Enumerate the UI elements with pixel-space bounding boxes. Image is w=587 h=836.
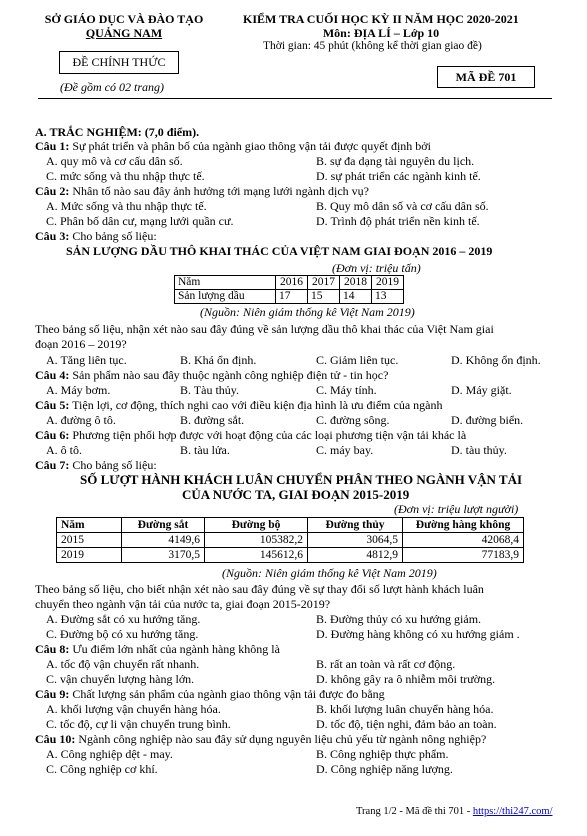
q6-option-a[interactable]: A. ô tô. (46, 443, 82, 457)
q8-option-b[interactable]: B. rất an toàn và rất cơ động. (316, 657, 456, 671)
table-cell: 4812,9 (308, 548, 403, 563)
q3-year: 2016 (276, 276, 308, 290)
q10-option-b[interactable]: B. Công nghiệp thực phẩm. (316, 747, 449, 761)
exam-code: MÃ ĐỀ 701 (455, 70, 517, 84)
q3-question-line1: Theo bảng số liệu, nhận xét nào sau đây đúng về sản lượng dầu thô khai thác của Việt Nam giai (35, 322, 494, 336)
table-row (57, 518, 524, 533)
q7-option-c[interactable]: C. Đường bộ có xu hướng tăng. (46, 627, 199, 641)
q5-option-c[interactable]: C. đường sông. (316, 413, 390, 427)
official-label: ĐỀ CHÍNH THỨC (72, 55, 166, 69)
question-4: Câu 4: Sản phẩm nào sau đây thuộc ngành công nghiệp điện tử - tin học? (35, 368, 389, 382)
q7-option-d[interactable]: D. Đường hàng không có xu hướng giảm . (316, 627, 520, 641)
q3-option-c[interactable]: C. Giảm liên tục. (316, 353, 399, 367)
q7-question-line1: Theo bảng số liệu, cho biết nhận xét nào sau đây đúng về sự thay đổi số lượt hành khách luân (35, 582, 484, 596)
q9-option-d[interactable]: D. tốc độ, tiện nghi, đảm bảo an toàn. (316, 717, 497, 731)
footer-link[interactable]: https://thi247.com/ (472, 806, 553, 817)
table-row (57, 533, 524, 548)
q4-option-d[interactable]: D. Máy giặt. (451, 383, 512, 397)
q5-option-a[interactable]: A. đường ô tô. (46, 413, 116, 427)
q3-value: 17 (276, 290, 308, 304)
q6-option-b[interactable]: B. tàu lửa. (180, 443, 230, 457)
q3-year: 2017 (308, 276, 340, 290)
question-9: Câu 9: Chất lượng sản phẩm của ngành giao thông vận tải được đo bằng (35, 687, 385, 701)
q1-option-d[interactable]: D. sự phát triển các ngành kinh tế. (316, 169, 481, 183)
q3-table (174, 275, 404, 304)
q1-option-c[interactable]: C. mức sống và thu nhập thực tế. (46, 169, 205, 183)
table-cell: 145612,6 (205, 548, 308, 563)
q9-option-c[interactable]: C. tốc độ, cự li vận chuyển trung bình. (46, 717, 231, 731)
section-a-title: A. TRẮC NGHIỆM: (7,0 điểm). (35, 125, 200, 139)
q3-option-b[interactable]: B. Khá ổn định. (180, 353, 257, 367)
q7-header: Đường bộ (205, 518, 308, 533)
q3-unit: (Đơn vị: triệu tấn) (332, 261, 421, 275)
q3-row1-label: Năm (175, 276, 276, 290)
question-3: Câu 3: Cho bảng số liệu: (35, 229, 157, 243)
org-line2: QUẢNG NAM (85, 26, 163, 40)
question-6: Câu 6: Phương tiện phối hợp được với hoạt động của các loại phương tiện vận tải khác là (35, 428, 467, 442)
q3-value: 15 (308, 290, 340, 304)
q8-option-a[interactable]: A. tốc độ vận chuyển rất nhanh. (46, 657, 200, 671)
q3-question-line2: đoạn 2016 – 2019? (35, 337, 127, 351)
question-2: Câu 2: Nhân tố nào sau đây ảnh hưởng tới mạng lưới ngành dịch vụ? (35, 184, 369, 198)
table-cell: 2019 (57, 548, 122, 563)
q1-option-a[interactable]: A. quy mô và cơ cấu dân số. (46, 154, 183, 168)
question-7: Câu 7: Cho bảng số liệu: (35, 458, 157, 472)
q3-year: 2018 (340, 276, 372, 290)
table-cell: 77183,9 (403, 548, 524, 563)
page-footer (356, 806, 553, 817)
q7-header: Năm (57, 518, 122, 533)
q5-option-b[interactable]: B. đường sắt. (180, 413, 245, 427)
q2-option-d[interactable]: D. Trình độ phát triển nền kinh tế. (316, 214, 480, 228)
q7-table (56, 517, 524, 563)
q4-option-a[interactable]: A. Máy bơm. (46, 383, 111, 397)
q9-option-b[interactable]: B. khối lượng luân chuyển hàng hóa. (316, 702, 494, 716)
table-cell: 4149,6 (122, 533, 205, 548)
question-1: Câu 1: Sự phát triển và phân bố của ngành giao thông vận tải được quyết định bởi (35, 139, 431, 153)
exam-title: KIỂM TRA CUỐI HỌC KỲ II NĂM HỌC 2020-2021 (243, 12, 519, 26)
table-cell: 42068,4 (403, 533, 524, 548)
question-8: Câu 8: Ưu điểm lớn nhất của ngành hàng không là (35, 642, 280, 656)
q8-option-d[interactable]: D. không gây ra ô nhiễm môi trường. (316, 672, 496, 686)
q3-value: 13 (372, 290, 404, 304)
question-10: Câu 10: Ngành công nghiệp nào sau đây sử dụng nguyên liệu chủ yếu từ ngành nông nghiệp? (35, 732, 487, 746)
table-row (57, 548, 524, 563)
q2-option-c[interactable]: C. Phân bố dân cư, mạng lưới quần cư. (46, 214, 234, 228)
q4-option-c[interactable]: C. Máy tính. (316, 383, 377, 397)
q7-header: Đường sắt (122, 518, 205, 533)
table-cell: 3170,5 (122, 548, 205, 563)
q4-option-b[interactable]: B. Tàu thủy. (180, 383, 239, 397)
q3-source: (Nguồn: Niên giám thống kê Việt Nam 2019) (200, 305, 415, 319)
q3-row2-label: Sản lượng dầu (175, 290, 276, 304)
q10-option-c[interactable]: C. Công nghiệp cơ khí. (46, 762, 158, 776)
q3-option-a[interactable]: A. Tăng liên tục. (46, 353, 127, 367)
q7-option-b[interactable]: B. Đường thủy có xu hướng giảm. (316, 612, 482, 626)
pages-note: (Đề gồm có 02 trang) (60, 80, 164, 94)
table-cell: 105382,2 (205, 533, 308, 548)
q3-value: 14 (340, 290, 372, 304)
table-cell: 2015 (57, 533, 122, 548)
q10-option-d[interactable]: D. Công nghiệp năng lượng. (316, 762, 453, 776)
header-rule (38, 98, 552, 99)
q7-header: Đường hàng không (403, 518, 524, 533)
q5-option-d[interactable]: D. đường biển. (451, 413, 524, 427)
question-5: Câu 5: Tiện lợi, cơ động, thích nghi cao với điều kiện địa hình là ưu điểm của ngành (35, 398, 443, 412)
q8-option-c[interactable]: C. vận chuyển lượng hàng lớn. (46, 672, 195, 686)
q7-header: Đường thủy (308, 518, 403, 533)
q7-title-line2: CỦA NƯỚC TA, GIAI ĐOẠN 2015-2019 (182, 487, 410, 502)
q3-table-title: SẢN LƯỢNG DẦU THÔ KHAI THÁC CỦA VIỆT NAM GIAI ĐOẠN 2016 – 2019 (66, 244, 493, 258)
q7-option-a[interactable]: A. Đường sắt có xu hướng tăng. (46, 612, 201, 626)
table-row (175, 290, 404, 304)
q3-year: 2019 (372, 276, 404, 290)
q6-option-d[interactable]: D. tàu thủy. (451, 443, 507, 457)
q7-unit: (Đơn vị: triệu lượt người) (394, 502, 519, 516)
table-cell: 3064,5 (308, 533, 403, 548)
q7-source: (Nguồn: Niên giám thống kê Việt Nam 2019) (222, 566, 437, 580)
q10-option-a[interactable]: A. Công nghiệp dệt - may. (46, 747, 173, 761)
table-row (175, 276, 404, 290)
q7-question-line2: chuyển theo ngành vận tải của nước ta, giai đoạn 2015-2019? (35, 597, 331, 611)
q1-option-b[interactable]: B. sự đa dạng tài nguyên du lịch. (316, 154, 475, 168)
footer-text: Trang 1/2 - Mã đề thi 701 - (356, 806, 473, 817)
q2-option-a[interactable]: A. Mức sống và thu nhập thực tế. (46, 199, 207, 213)
exam-subject: Môn: ĐỊA LÍ – Lớp 10 (322, 26, 440, 40)
exam-time: Thời gian: 45 phút (không kể thời gian giao đề) (263, 40, 482, 52)
q6-option-c[interactable]: C. máy bay. (316, 443, 374, 457)
q9-option-a[interactable]: A. khối lượng vận chuyển hàng hóa. (46, 702, 221, 716)
q3-option-d[interactable]: D. Không ổn định. (451, 353, 541, 367)
org-line1: SỞ GIÁO DỤC VÀ ĐÀO TẠO (44, 12, 204, 26)
q2-option-b[interactable]: B. Quy mô dân số và cơ cấu dân số. (316, 199, 489, 213)
q7-title-line1: SỐ LƯỢT HÀNH KHÁCH LUÂN CHUYỂN PHÂN THEO NGÀNH VẬN TẢI (80, 472, 523, 487)
